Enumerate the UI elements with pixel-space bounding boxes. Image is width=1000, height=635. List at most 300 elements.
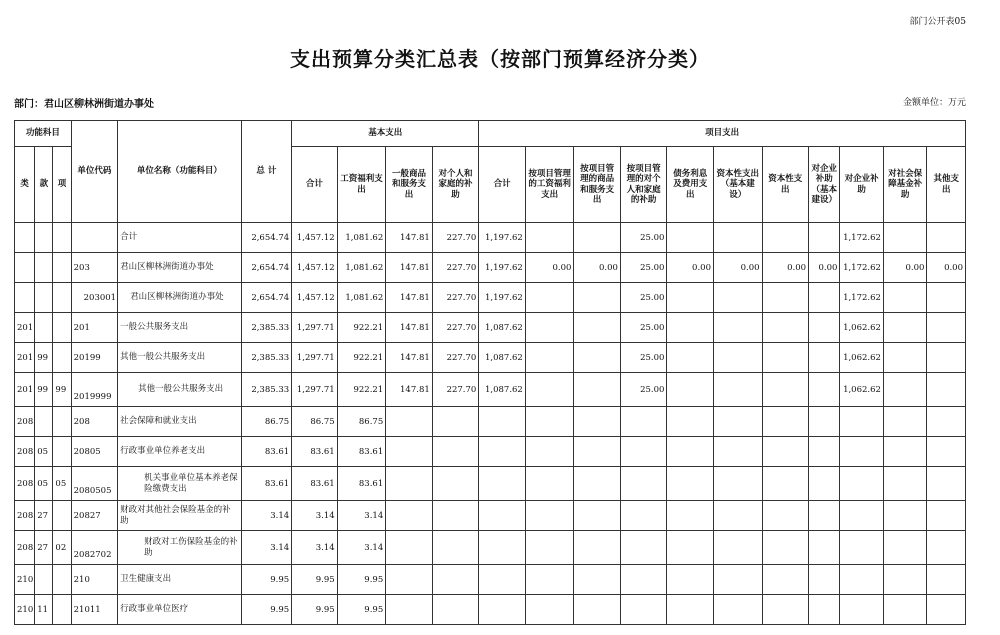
cell-basic-wages: 83.61 <box>337 467 386 501</box>
cell-name: 行政事业单位医疗 <box>118 595 241 625</box>
cell-total: 9.95 <box>241 595 292 625</box>
cell-proj-other <box>927 283 966 313</box>
cell-proj-subtotal: 1,087.62 <box>479 373 526 407</box>
cell-proj-other: 0.00 <box>927 253 966 283</box>
cell-proj-subtotal: 1,087.62 <box>479 343 526 373</box>
cell-xiang <box>53 501 71 531</box>
cell-proj-social <box>883 531 927 565</box>
cell-basic-wages: 9.95 <box>337 595 386 625</box>
cell-lei: 210 <box>15 595 35 625</box>
cell-proj-subsidy: 25.00 <box>620 223 667 253</box>
cell-basic-subtotal: 3.14 <box>292 531 338 565</box>
cell-proj-subsidy: 25.00 <box>620 253 667 283</box>
cell-basic-subtotal: 1,457.12 <box>292 283 338 313</box>
cell-basic-subtotal: 83.61 <box>292 467 338 501</box>
cell-code: 20827 <box>71 501 118 531</box>
cell-proj-debt <box>667 501 714 531</box>
cell-total: 2,654.74 <box>241 283 292 313</box>
header-proj-subsidy: 按项目管理的对个人和家庭的补助 <box>620 147 667 223</box>
cell-basic-goods: 147.81 <box>386 223 433 253</box>
cell-proj-capital <box>762 343 809 373</box>
cell-proj-subtotal: 1,197.62 <box>479 223 526 253</box>
cell-basic-subtotal: 3.14 <box>292 501 338 531</box>
cell-proj-subtotal <box>479 595 526 625</box>
cell-proj-subsidy <box>620 437 667 467</box>
cell-proj-enterprise-basic <box>809 437 840 467</box>
header-kuan: 款 <box>35 147 53 223</box>
cell-proj-debt <box>667 373 714 407</box>
cell-proj-subsidy <box>620 467 667 501</box>
cell-proj-subsidy: 25.00 <box>620 373 667 407</box>
cell-basic-goods <box>386 501 433 531</box>
cell-proj-subsidy: 25.00 <box>620 343 667 373</box>
cell-xiang: 05 <box>53 467 71 501</box>
cell-proj-enterprise <box>840 595 884 625</box>
cell-proj-goods <box>574 283 621 313</box>
cell-proj-enterprise-basic <box>809 531 840 565</box>
table-row <box>15 283 966 313</box>
cell-code: 20805 <box>71 437 118 467</box>
cell-proj-social <box>883 407 927 437</box>
cell-basic-wages: 3.14 <box>337 531 386 565</box>
cell-total: 2,385.33 <box>241 373 292 407</box>
cell-proj-social <box>883 467 927 501</box>
department-label: 部门：君山区柳林洲街道办事处 <box>14 99 154 110</box>
table-row <box>15 565 966 595</box>
cell-basic-subsidy: 227.70 <box>432 343 479 373</box>
cell-code: 2082702 <box>71 531 118 565</box>
cell-proj-goods <box>574 531 621 565</box>
cell-proj-subsidy: 25.00 <box>620 283 667 313</box>
cell-name: 财政对其他社会保险基金的补助 <box>118 501 241 531</box>
cell-proj-goods <box>574 437 621 467</box>
cell-proj-goods <box>574 343 621 373</box>
cell-name: 机关事业单位基本养老保险缴费支出 <box>118 467 241 501</box>
cell-proj-enterprise: 1,172.62 <box>840 223 884 253</box>
table-row <box>15 407 966 437</box>
cell-basic-subsidy <box>432 501 479 531</box>
cell-kuan: 05 <box>35 437 53 467</box>
cell-basic-subtotal: 1,297.71 <box>292 343 338 373</box>
header-proj-capital: 资本性支出 <box>762 147 809 223</box>
cell-proj-capital-basic <box>713 565 762 595</box>
cell-proj-goods <box>574 407 621 437</box>
cell-kuan <box>35 223 53 253</box>
cell-proj-debt <box>667 343 714 373</box>
header-func-subject: 功能科目 <box>15 121 72 147</box>
cell-total: 83.61 <box>241 437 292 467</box>
header-proj-goods: 按项目管理的商品和服务支出 <box>574 147 621 223</box>
cell-proj-wages <box>525 313 574 343</box>
cell-basic-wages: 922.21 <box>337 373 386 407</box>
cell-code: 2019999 <box>71 373 118 407</box>
cell-lei: 208 <box>15 501 35 531</box>
cell-proj-subtotal <box>479 437 526 467</box>
cell-proj-wages <box>525 467 574 501</box>
cell-code <box>71 223 118 253</box>
cell-proj-subtotal: 1,197.62 <box>479 253 526 283</box>
cell-basic-subsidy <box>432 565 479 595</box>
cell-basic-goods: 147.81 <box>386 343 433 373</box>
cell-proj-wages <box>525 373 574 407</box>
cell-proj-wages: 0.00 <box>525 253 574 283</box>
cell-lei: 210 <box>15 565 35 595</box>
table-body <box>15 223 966 625</box>
cell-lei: 201 <box>15 373 35 407</box>
cell-proj-subtotal: 1,087.62 <box>479 313 526 343</box>
cell-basic-wages: 86.75 <box>337 407 386 437</box>
header-proj-enterprise-basic: 对企业补助（基本建设） <box>809 147 840 223</box>
cell-name: 合计 <box>118 223 241 253</box>
cell-proj-goods <box>574 565 621 595</box>
cell-proj-other <box>927 437 966 467</box>
cell-proj-subsidy <box>620 531 667 565</box>
header-unit-code: 单位代码 <box>71 121 118 223</box>
cell-kuan <box>35 283 53 313</box>
cell-proj-enterprise-basic <box>809 373 840 407</box>
header-basic-group: 基本支出 <box>292 121 479 147</box>
cell-xiang <box>53 437 71 467</box>
cell-proj-capital-basic <box>713 223 762 253</box>
header-basic-subtotal: 合计 <box>292 147 338 223</box>
cell-proj-other <box>927 373 966 407</box>
cell-proj-subtotal <box>479 407 526 437</box>
cell-proj-enterprise-basic <box>809 313 840 343</box>
cell-basic-subtotal: 1,297.71 <box>292 373 338 407</box>
cell-proj-enterprise <box>840 437 884 467</box>
cell-proj-enterprise-basic <box>809 565 840 595</box>
cell-proj-subtotal <box>479 467 526 501</box>
cell-basic-wages: 9.95 <box>337 565 386 595</box>
cell-proj-enterprise-basic <box>809 407 840 437</box>
cell-basic-subsidy: 227.70 <box>432 223 479 253</box>
cell-code: 203 <box>71 253 118 283</box>
cell-proj-capital-basic <box>713 313 762 343</box>
cell-xiang <box>53 565 71 595</box>
header-proj-subtotal: 合计 <box>479 147 526 223</box>
cell-proj-social <box>883 373 927 407</box>
cell-proj-other <box>927 223 966 253</box>
cell-code: 20199 <box>71 343 118 373</box>
cell-lei: 208 <box>15 467 35 501</box>
cell-basic-goods <box>386 531 433 565</box>
header-unit-name: 单位名称（功能科目） <box>118 121 241 223</box>
cell-proj-other <box>927 595 966 625</box>
cell-proj-debt <box>667 313 714 343</box>
cell-name: 君山区柳林洲街道办事处 <box>118 283 241 313</box>
cell-proj-goods <box>574 223 621 253</box>
cell-basic-goods <box>386 595 433 625</box>
cell-proj-debt <box>667 565 714 595</box>
cell-proj-goods <box>574 501 621 531</box>
cell-xiang: 99 <box>53 373 71 407</box>
cell-basic-wages: 1,081.62 <box>337 283 386 313</box>
cell-proj-wages <box>525 501 574 531</box>
cell-xiang <box>53 595 71 625</box>
cell-proj-capital <box>762 501 809 531</box>
cell-proj-subsidy <box>620 565 667 595</box>
cell-basic-goods: 147.81 <box>386 253 433 283</box>
cell-basic-subsidy <box>432 595 479 625</box>
table-row <box>15 501 966 531</box>
cell-kuan: 11 <box>35 595 53 625</box>
cell-name: 行政事业单位养老支出 <box>118 437 241 467</box>
cell-proj-enterprise <box>840 531 884 565</box>
cell-code: 2080505 <box>71 467 118 501</box>
table-row <box>15 223 966 253</box>
cell-proj-social <box>883 437 927 467</box>
header-proj-capital-basic: 资本性支出（基本建设） <box>713 147 762 223</box>
cell-proj-enterprise-basic <box>809 501 840 531</box>
cell-proj-debt <box>667 467 714 501</box>
cell-proj-capital <box>762 313 809 343</box>
cell-proj-capital <box>762 595 809 625</box>
cell-proj-enterprise-basic <box>809 343 840 373</box>
cell-basic-wages: 1,081.62 <box>337 223 386 253</box>
header-project-group: 项目支出 <box>479 121 966 147</box>
cell-proj-enterprise-basic <box>809 467 840 501</box>
table-row <box>15 313 966 343</box>
cell-proj-wages <box>525 343 574 373</box>
cell-proj-capital <box>762 373 809 407</box>
cell-code: 21011 <box>71 595 118 625</box>
header-total: 总 计 <box>241 121 292 223</box>
cell-proj-other <box>927 531 966 565</box>
cell-basic-wages: 922.21 <box>337 343 386 373</box>
cell-proj-subtotal <box>479 565 526 595</box>
cell-total: 9.95 <box>241 565 292 595</box>
cell-lei: 208 <box>15 437 35 467</box>
cell-proj-other <box>927 565 966 595</box>
cell-proj-capital <box>762 467 809 501</box>
cell-lei: 208 <box>15 531 35 565</box>
cell-basic-goods <box>386 467 433 501</box>
cell-basic-subtotal: 1,297.71 <box>292 313 338 343</box>
cell-basic-subsidy: 227.70 <box>432 313 479 343</box>
cell-proj-enterprise-basic <box>809 595 840 625</box>
cell-proj-other <box>927 501 966 531</box>
cell-name: 财政对工伤保险基金的补助 <box>118 531 241 565</box>
cell-basic-goods <box>386 437 433 467</box>
cell-proj-debt <box>667 407 714 437</box>
cell-proj-enterprise: 1,062.62 <box>840 373 884 407</box>
cell-proj-social <box>883 223 927 253</box>
cell-proj-enterprise <box>840 565 884 595</box>
budget-table <box>14 120 966 625</box>
amount-unit-label: 金额单位：万元 <box>902 98 966 108</box>
cell-proj-capital-basic <box>713 407 762 437</box>
cell-name: 卫生健康支出 <box>118 565 241 595</box>
cell-kuan: 99 <box>35 373 53 407</box>
cell-proj-goods <box>574 313 621 343</box>
table-header <box>15 121 966 223</box>
cell-xiang <box>53 283 71 313</box>
cell-kuan <box>35 565 53 595</box>
cell-proj-capital <box>762 437 809 467</box>
cell-proj-subtotal: 1,197.62 <box>479 283 526 313</box>
header-basic-goods: 一般商品和服务支出 <box>386 147 433 223</box>
cell-proj-enterprise <box>840 407 884 437</box>
cell-proj-wages <box>525 565 574 595</box>
cell-proj-enterprise: 1,062.62 <box>840 313 884 343</box>
header-basic-wages: 工资福利支出 <box>337 147 386 223</box>
cell-proj-debt <box>667 595 714 625</box>
cell-proj-capital-basic <box>713 437 762 467</box>
cell-basic-subsidy <box>432 437 479 467</box>
cell-basic-subsidy: 227.70 <box>432 373 479 407</box>
header-proj-wages: 按项目管理的工资福利支出 <box>525 147 574 223</box>
cell-proj-other <box>927 407 966 437</box>
cell-basic-subtotal: 83.61 <box>292 437 338 467</box>
header-lei: 类 <box>15 147 35 223</box>
cell-basic-goods: 147.81 <box>386 283 433 313</box>
cell-lei <box>15 283 35 313</box>
cell-kuan: 99 <box>35 343 53 373</box>
cell-basic-subtotal: 9.95 <box>292 595 338 625</box>
cell-basic-goods: 147.81 <box>386 313 433 343</box>
cell-name: 君山区柳林洲街道办事处 <box>118 253 241 283</box>
cell-kuan <box>35 407 53 437</box>
cell-proj-debt <box>667 531 714 565</box>
cell-lei <box>15 253 35 283</box>
cell-proj-capital-basic <box>713 531 762 565</box>
cell-basic-goods <box>386 407 433 437</box>
cell-total: 86.75 <box>241 407 292 437</box>
cell-basic-subsidy <box>432 531 479 565</box>
cell-proj-capital-basic <box>713 343 762 373</box>
cell-proj-capital <box>762 283 809 313</box>
cell-proj-debt <box>667 437 714 467</box>
cell-code: 203001 <box>71 283 118 313</box>
cell-code: 210 <box>71 565 118 595</box>
cell-basic-subtotal: 1,457.12 <box>292 223 338 253</box>
table-row <box>15 437 966 467</box>
table-row <box>15 253 966 283</box>
cell-proj-capital-basic <box>713 501 762 531</box>
cell-proj-wages <box>525 595 574 625</box>
cell-lei: 208 <box>15 407 35 437</box>
cell-total: 3.14 <box>241 531 292 565</box>
cell-xiang <box>53 253 71 283</box>
cell-proj-other <box>927 313 966 343</box>
cell-lei <box>15 223 35 253</box>
cell-proj-subsidy <box>620 595 667 625</box>
cell-xiang: 02 <box>53 531 71 565</box>
cell-xiang <box>53 313 71 343</box>
table-row <box>15 343 966 373</box>
cell-proj-social <box>883 313 927 343</box>
cell-proj-capital-basic <box>713 595 762 625</box>
cell-proj-enterprise-basic <box>809 283 840 313</box>
cell-proj-debt <box>667 223 714 253</box>
cell-basic-subtotal: 86.75 <box>292 407 338 437</box>
cell-proj-other <box>927 343 966 373</box>
cell-name: 社会保障和就业支出 <box>118 407 241 437</box>
cell-code: 208 <box>71 407 118 437</box>
cell-xiang <box>53 407 71 437</box>
cell-proj-goods: 0.00 <box>574 253 621 283</box>
cell-lei: 201 <box>15 313 35 343</box>
form-number: 部门公开表05 <box>909 17 966 27</box>
cell-name: 其他一般公共服务支出 <box>118 343 241 373</box>
cell-code: 201 <box>71 313 118 343</box>
cell-proj-enterprise: 1,172.62 <box>840 253 884 283</box>
cell-proj-capital <box>762 407 809 437</box>
cell-kuan: 27 <box>35 501 53 531</box>
table-row <box>15 595 966 625</box>
header-proj-other: 其他支出 <box>927 147 966 223</box>
cell-total: 2,654.74 <box>241 253 292 283</box>
cell-proj-goods <box>574 373 621 407</box>
header-basic-subsidy: 对个人和家庭的补助 <box>432 147 479 223</box>
cell-basic-goods <box>386 565 433 595</box>
cell-proj-other <box>927 467 966 501</box>
cell-proj-social <box>883 343 927 373</box>
cell-basic-goods: 147.81 <box>386 373 433 407</box>
cell-proj-enterprise <box>840 467 884 501</box>
cell-proj-social <box>883 565 927 595</box>
cell-proj-enterprise: 1,062.62 <box>840 343 884 373</box>
cell-kuan <box>35 313 53 343</box>
cell-total: 2,385.33 <box>241 313 292 343</box>
cell-proj-enterprise-basic <box>809 223 840 253</box>
cell-proj-wages <box>525 437 574 467</box>
cell-proj-capital-basic <box>713 467 762 501</box>
cell-xiang <box>53 343 71 373</box>
cell-proj-capital <box>762 223 809 253</box>
cell-proj-enterprise: 1,172.62 <box>840 283 884 313</box>
cell-proj-capital <box>762 531 809 565</box>
cell-proj-capital-basic <box>713 373 762 407</box>
cell-basic-subtotal: 1,457.12 <box>292 253 338 283</box>
cell-total: 3.14 <box>241 501 292 531</box>
cell-basic-wages: 83.61 <box>337 437 386 467</box>
cell-basic-wages: 3.14 <box>337 501 386 531</box>
cell-xiang <box>53 223 71 253</box>
header-proj-debt: 债务利息及费用支出 <box>667 147 714 223</box>
cell-proj-enterprise-basic: 0.00 <box>809 253 840 283</box>
cell-basic-subsidy <box>432 467 479 501</box>
cell-proj-capital <box>762 565 809 595</box>
cell-name: 其他一般公共服务支出 <box>118 373 241 407</box>
cell-lei: 201 <box>15 343 35 373</box>
cell-basic-subsidy: 227.70 <box>432 253 479 283</box>
cell-proj-social <box>883 501 927 531</box>
cell-proj-capital-basic: 0.00 <box>713 253 762 283</box>
cell-basic-subtotal: 9.95 <box>292 565 338 595</box>
header-proj-social: 对社会保障基金补助 <box>883 147 927 223</box>
cell-proj-subtotal <box>479 531 526 565</box>
cell-kuan: 27 <box>35 531 53 565</box>
table-row <box>15 467 966 501</box>
cell-proj-goods <box>574 467 621 501</box>
cell-kuan <box>35 253 53 283</box>
cell-proj-capital: 0.00 <box>762 253 809 283</box>
cell-proj-goods <box>574 595 621 625</box>
table-row <box>15 531 966 565</box>
cell-proj-subtotal <box>479 501 526 531</box>
cell-proj-subsidy <box>620 501 667 531</box>
cell-total: 2,654.74 <box>241 223 292 253</box>
cell-proj-subsidy <box>620 407 667 437</box>
cell-proj-subsidy: 25.00 <box>620 313 667 343</box>
cell-basic-subsidy <box>432 407 479 437</box>
cell-proj-wages <box>525 223 574 253</box>
cell-proj-social <box>883 283 927 313</box>
cell-proj-wages <box>525 407 574 437</box>
cell-name: 一般公共服务支出 <box>118 313 241 343</box>
page-title: 支出预算分类汇总表（按部门预算经济分类） <box>290 47 710 71</box>
